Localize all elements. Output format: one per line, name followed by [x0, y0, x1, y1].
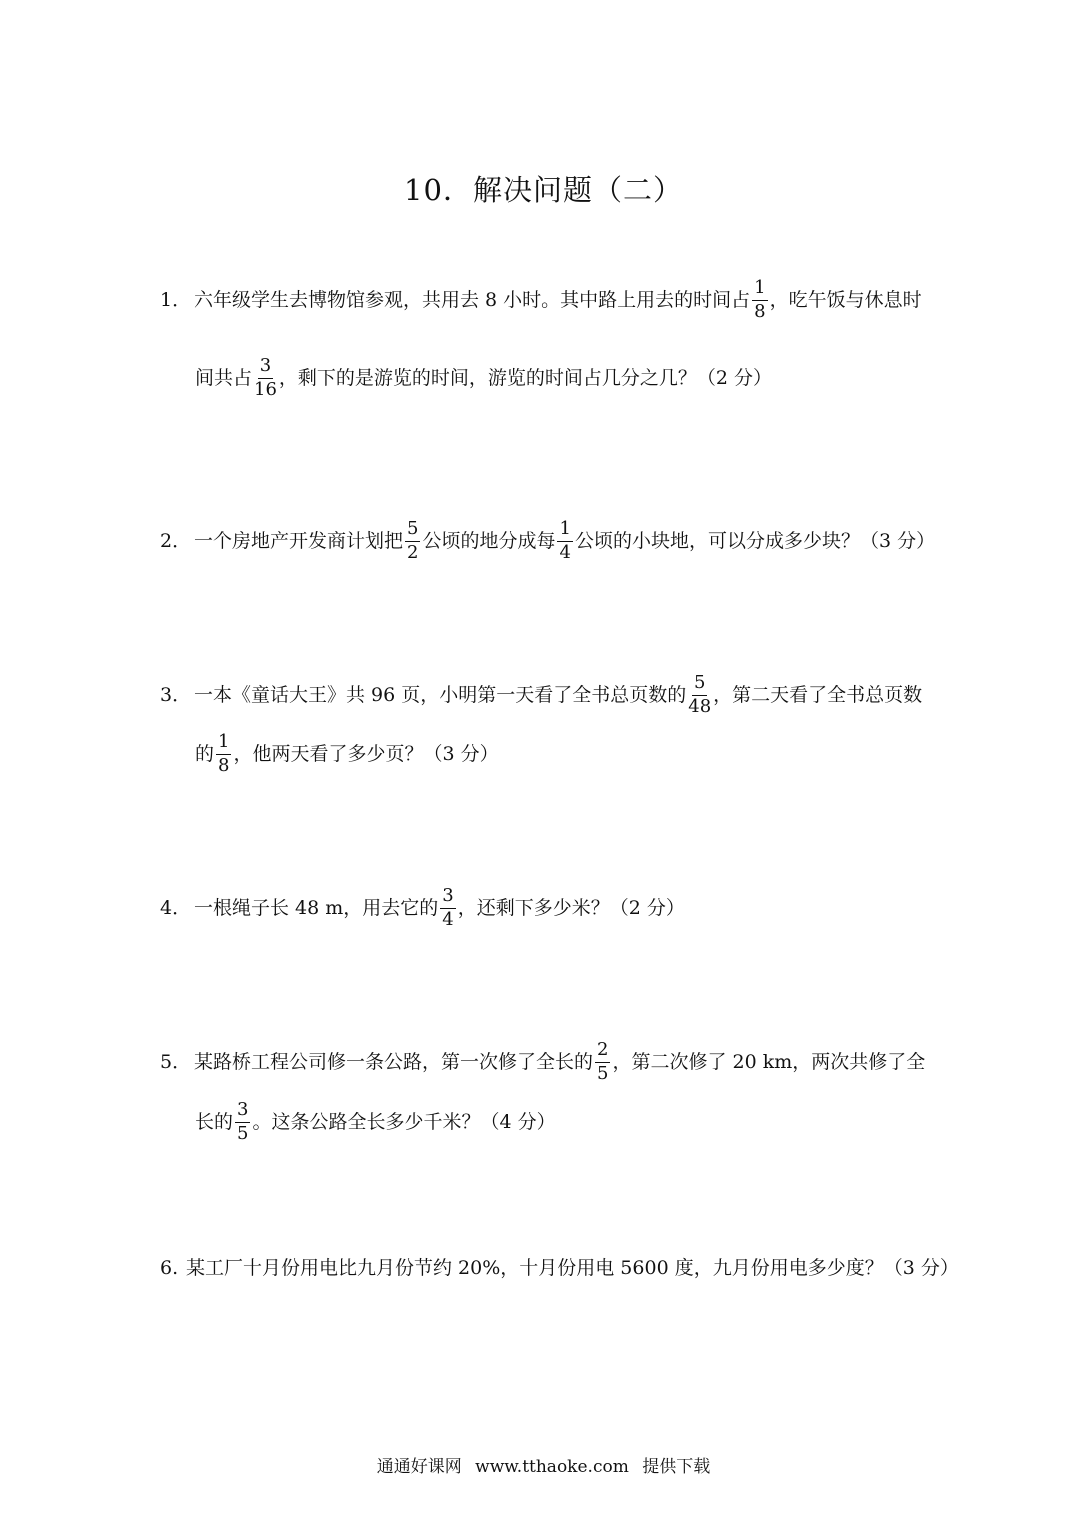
- page-footer: [0, 1452, 1087, 1477]
- footer-site-name: 通通好课网: [376, 1457, 462, 1477]
- question-text: ，剩下的是游览的时间，游览的时间占几分之几？（2 分）: [278, 366, 773, 389]
- question-text: ，吃午饭与休息时: [769, 288, 922, 311]
- question-number: 3．: [160, 683, 192, 706]
- question-number: 2．: [160, 529, 192, 552]
- fraction: [688, 671, 712, 717]
- question-text: 一个房地产开发商计划把: [194, 529, 404, 552]
- fraction: [752, 276, 767, 322]
- question-text: 公顷的小块地，可以分成多少块？（3 分）: [574, 529, 936, 552]
- question-5-line-2: [195, 1092, 556, 1152]
- question-6-line-1: [160, 1238, 959, 1298]
- denominator: 4: [559, 541, 571, 563]
- question-4-line-1: [160, 878, 685, 938]
- question-text: 公顷的地分成每: [422, 529, 556, 552]
- question-5-line-1: [160, 1032, 925, 1092]
- denominator: 8: [218, 754, 230, 776]
- numerator: 5: [405, 520, 420, 542]
- page-title: 10．解决问题（二）: [404, 173, 683, 207]
- question-text: 某路桥工程公司修一条公路，第一次修了全长的: [194, 1050, 594, 1073]
- fraction: [235, 1098, 250, 1144]
- question-number: 4．: [160, 896, 192, 919]
- denominator: 2: [407, 541, 419, 563]
- numerator: 2: [595, 1041, 610, 1063]
- denominator: 5: [597, 1062, 609, 1084]
- fraction: [254, 354, 277, 400]
- fraction: [440, 884, 455, 930]
- question-3-line-2: [195, 724, 499, 784]
- question-text: 六年级学生去博物馆参观，共用去 8 小时。其中路上用去的时间占: [194, 288, 751, 311]
- denominator: 4: [442, 908, 454, 930]
- denominator: 5: [237, 1122, 249, 1144]
- numerator: 3: [440, 887, 455, 909]
- question-2-line-1: [160, 511, 935, 571]
- denominator: 16: [254, 378, 277, 400]
- question-3-line-1: [160, 665, 922, 725]
- question-text: 一根绳子长 48 m，用去它的: [194, 896, 439, 919]
- numerator: 3: [235, 1101, 250, 1123]
- numerator: 1: [216, 733, 231, 755]
- question-1-line-2: [195, 348, 772, 408]
- question-text: ，第二天看了全书总页数: [713, 683, 923, 706]
- denominator: 8: [754, 300, 766, 322]
- question-number: 1．: [160, 288, 192, 311]
- question-text: 间共占: [195, 366, 253, 389]
- question-number: 5．: [160, 1050, 192, 1073]
- question-text: 。这条公路全长多少千米？（4 分）: [252, 1110, 556, 1133]
- numerator: 3: [258, 357, 273, 379]
- question-number: 6.: [160, 1256, 179, 1279]
- question-text: ，他两天看了多少页？（3 分）: [233, 742, 499, 765]
- fraction: [595, 1038, 610, 1084]
- fraction: [557, 517, 572, 563]
- question-text: 的: [195, 742, 215, 765]
- denominator: 48: [688, 695, 712, 717]
- fraction: [216, 730, 231, 776]
- question-1-line-1: [160, 270, 922, 330]
- numerator: 1: [557, 520, 572, 542]
- footer-note: 提供下载: [642, 1457, 711, 1477]
- numerator: 5: [692, 674, 707, 696]
- footer-url: www.tthaoke.com: [475, 1457, 629, 1477]
- question-text: 某工厂十月份用电比九月份节约 20%，十月份用电 5600 度，九月份用电多少度？（3 分）: [186, 1256, 959, 1279]
- numerator: 1: [752, 279, 767, 301]
- question-text: 长的: [195, 1110, 234, 1133]
- question-text: ，第二次修了 20 km，两次共修了全: [612, 1050, 926, 1073]
- fraction: [405, 517, 420, 563]
- question-text: 一本《童话大王》共 96 页，小明第一天看了全书总页数的: [194, 683, 687, 706]
- question-text: ，还剩下多少米？（2 分）: [457, 896, 685, 919]
